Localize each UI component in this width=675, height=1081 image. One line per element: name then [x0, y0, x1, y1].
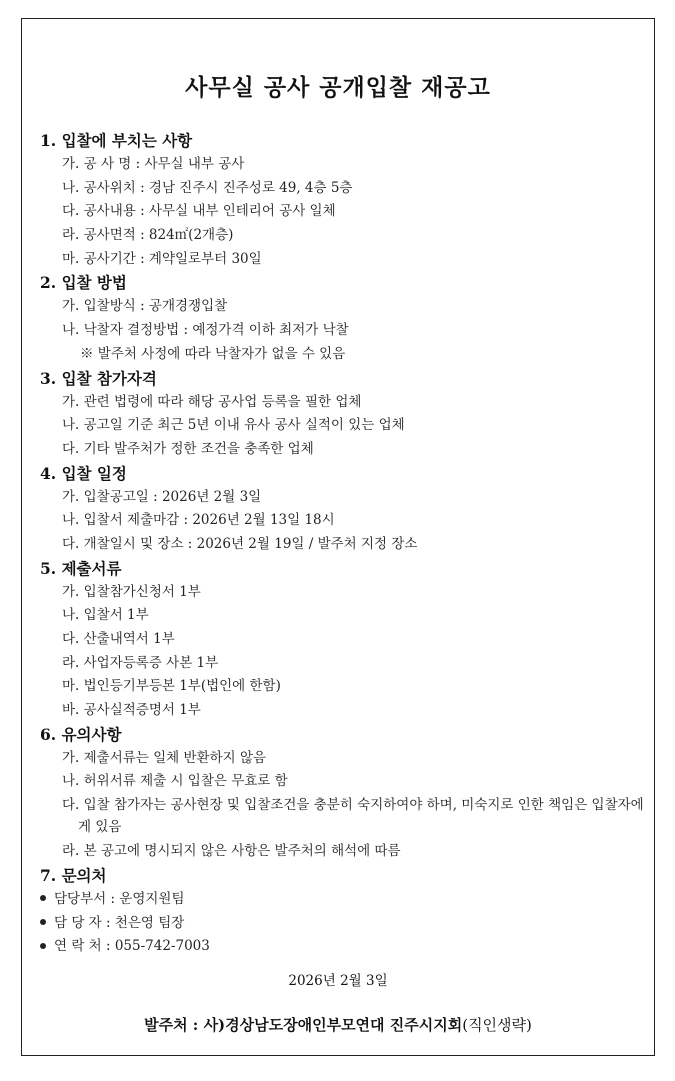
section-item: 라. 본 공고에 명시되지 않은 사항은 발주처의 해석에 따름 [62, 843, 401, 860]
bullet-icon [40, 919, 46, 925]
section-title: 5. 제출서류 [40, 558, 122, 578]
contact-item [40, 912, 655, 936]
contact-text: 연 락 처 : 055-742-7003 [54, 938, 210, 955]
section-title: 1. 입찰에 부치는 사항 [40, 131, 193, 150]
section-item: 다. 개찰일시 및 장소 : 2026년 2월 19일 / 발주처 지정 장소 [62, 535, 418, 552]
section-3 [40, 367, 655, 462]
section-2 [40, 271, 655, 366]
section-item: 마. 법인등기부등본 1부(법인에 한함) [62, 678, 281, 695]
section-item: 마. 공사기간 : 계약일로부터 30일 [62, 250, 262, 267]
notice-date: 2026년 2월 3일 [288, 973, 388, 989]
section-item: 가. 입찰방식 : 공개경쟁입찰 [62, 298, 228, 315]
section-item: 다. 산출내역서 1부 [62, 631, 175, 647]
bullet-icon [40, 895, 46, 901]
section-note: ※ 발주처 사정에 따라 낙찰자가 없을 수 있음 [80, 345, 346, 362]
section-item: 가. 입찰공고일 : 2026년 2월 3일 [62, 488, 262, 505]
section-item-long: 다. 입찰 참가자는 공사현장 및 입찰조건을 충분히 숙지하여야 하며, 미숙지로 인한 책임은 입찰자에게 있음 [62, 797, 644, 836]
contact-text: 담 당 자 : 천은영 팀장 [54, 914, 185, 931]
section-7 [40, 864, 655, 959]
section-item: 나. 입찰서 제출마감 : 2026년 2월 13일 18시 [62, 512, 335, 529]
section-item: 가. 제출서류는 일체 반환하지 않음 [62, 749, 267, 766]
contact-text: 담당부서 : 운영지원팀 [54, 890, 185, 907]
section-5 [40, 557, 655, 723]
section-item: 나. 공사위치 : 경남 진주시 진주성로 49, 4층 5층 [62, 179, 353, 196]
section-1 [40, 129, 655, 271]
section-item: 다. 기타 발주처가 정한 조건을 충족한 업체 [62, 440, 314, 457]
document-body [40, 129, 655, 959]
issuer-line [22, 1014, 654, 1035]
section-item: 나. 낙찰자 결정방법 : 예정가격 이하 최저가 낙찰 [62, 322, 349, 339]
section-item: 라. 공사면적 : 824㎡(2개층) [62, 227, 234, 244]
section-item: 나. 허위서류 제출 시 입찰은 무효로 함 [62, 773, 288, 790]
contact-item [40, 935, 655, 959]
section-item: 나. 입찰서 1부 [62, 607, 149, 624]
section-6 [40, 723, 655, 864]
section-item: 다. 공사내용 : 사무실 내부 인테리어 공사 일체 [62, 203, 336, 220]
section-title: 7. 문의처 [40, 865, 107, 885]
contact-item [40, 888, 655, 912]
section-title: 3. 입찰 참가자격 [40, 368, 157, 388]
section-title: 2. 입찰 방법 [40, 273, 127, 293]
section-item: 나. 공고일 기준 최근 5년 이내 유사 공사 실적이 있는 업체 [62, 417, 405, 434]
issuer-org: 사)경상남도장애인부모연대 진주시지회 [203, 1016, 463, 1034]
section-4 [40, 462, 655, 557]
section-item: 가. 입찰참가신청서 1부 [62, 583, 201, 600]
section-item: 라. 사업자등록증 사본 1부 [62, 654, 219, 671]
issuer-seal-note: (직인생략) [462, 1016, 532, 1034]
bullet-icon [40, 943, 46, 949]
section-item: 바. 공사실적증명서 1부 [62, 702, 201, 719]
document-title: 사무실 공사 공개입찰 재공고 [185, 74, 491, 101]
section-item: 가. 공 사 명 : 사무실 내부 공사 [62, 156, 245, 172]
issuer-prefix: 발주처 : [144, 1016, 204, 1034]
document-frame [21, 18, 655, 1056]
section-title: 4. 입찰 일정 [40, 463, 127, 483]
section-title: 6. 유의사항 [40, 724, 122, 744]
section-item: 가. 관련 법령에 따라 해당 공사업 등록을 필한 업체 [62, 393, 362, 410]
